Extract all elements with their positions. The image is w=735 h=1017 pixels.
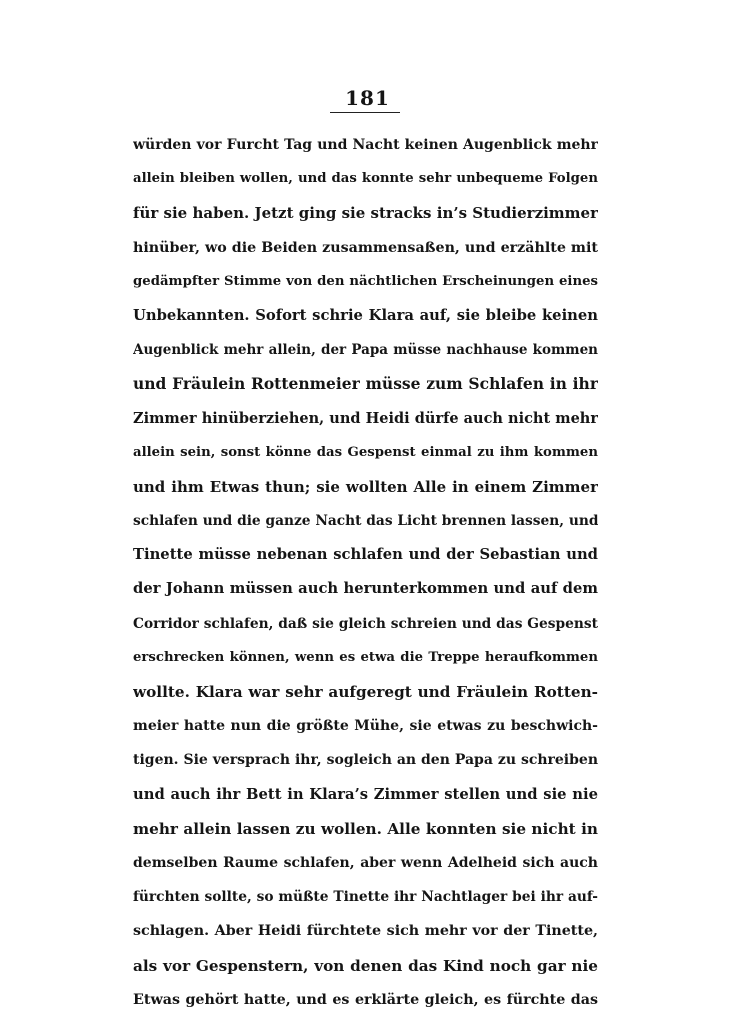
text-line: würden vor Furcht Tag und Nacht keinen Augenblick mehr [133,137,598,153]
page-number: 181 [345,86,390,110]
text-line: fürchten sollte, so müßte Tinette ihr Nachtlager bei ihr auf- [133,889,598,906]
text-line: erschrecken können, wenn es etwa die Treppe heraufkommen [133,649,598,665]
text-line: demselben Raume schlafen, aber wenn Adelheid sich auch [133,854,598,871]
text-line: Tinette müsse nebenan schlafen und der Sebastian und [133,546,598,564]
text-line: als vor Gespenstern, von denen das Kind noch gar nie [133,956,598,975]
text-line: Unbekannten. Sofort schrie Klara auf, sie bleibe keinen [133,306,598,324]
text-line: Zimmer hinüberziehen, und Heidi dürfe auch nicht mehr [133,409,598,427]
text-line: Corridor schlafen, daß sie gleich schreien und das Gespenst [133,615,598,632]
text-line: mehr allein lassen zu wollen. Alle konnten sie nicht in [133,819,598,838]
text-line: wollte. Klara war sehr aufgeregt und Fräulein Rotten- [133,683,598,701]
text-line: Augenblick mehr allein, der Papa müsse nachhause kommen [133,342,598,359]
text-line: schlafen und die ganze Nacht das Licht brennen lassen, und [133,513,598,530]
text-line: allein sein, sonst könne das Gespenst einmal zu ihm kommen [133,444,598,460]
text-line: gedämpfter Stimme von den nächtlichen Erscheinungen eines [133,273,598,289]
body-text [133,128,598,1017]
text-line: und auch ihr Bett in Klara’s Zimmer stellen und sie nie [133,785,598,803]
text-line: meier hatte nun die größte Mühe, sie etwas zu beschwich- [133,718,598,735]
text-line: der Johann müssen auch herunterkommen und auf dem [133,580,598,598]
text-line: tigen. Sie versprach ihr, sogleich an den Papa zu schreiben [133,752,598,769]
text-line: für sie haben. Jetzt ging sie stracks in’s Studierzimmer [133,204,598,223]
text-line: allein bleiben wollen, und das konnte sehr unbequeme Folgen [133,171,598,187]
text-line: und Fräulein Rottenmeier müsse zum Schlafen in ihr [133,374,598,394]
text-line: schlagen. Aber Heidi fürchtete sich mehr vor der Tinette, [133,923,598,940]
text-line: Etwas gehört hatte, und es erklärte gleich, es fürchte das [133,991,598,1008]
text-line: und ihm Etwas thun; sie wollten Alle in einem Zimmer [133,477,598,496]
page-number-underline [330,112,400,113]
text-line: hinüber, wo die Beiden zusammensaßen, und erzählte mit [133,239,598,256]
